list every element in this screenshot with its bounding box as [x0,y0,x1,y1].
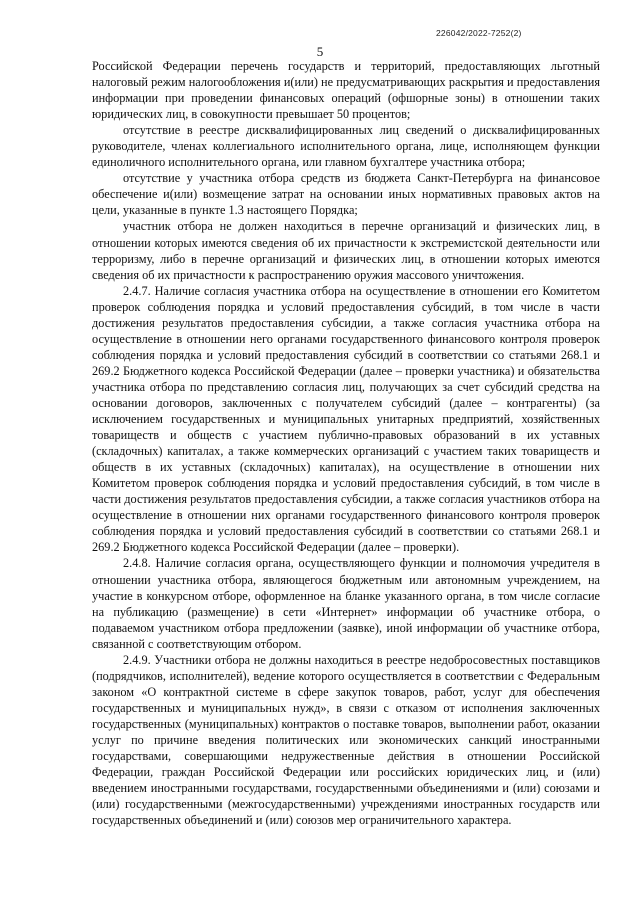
paragraph-2-4-7: 2.4.7. Наличие согласия участника отбора на осуществление в отношении его Комитетом проверок соблюдения порядка и условий предоставления субсидий, в том числе в части достижения результатов предоставления субсидии, а также согласия участника отбора на осуществление в отношении него органами государственного финансового контроля проверок соблюдения порядка и условий предоставления субсидий в соответствии со статьями 268.1 и 269.2 Бюджетного кодекса Российской Федерации (далее – проверки участника) и обязательства участника отбора по представлению согласия лиц, получающих за счет субсидий средства на основании договоров, заключенных с получателем субсидий (далее – контрагенты) (за исключением государственных и муниципальных унитарных предприятий, хозяйственных товариществ и обществ с участием публично-правовых образований в их уставных (складочных) капиталах, а также коммерческих организаций с участием таких товариществ и обществ в их уставных (складочных) капиталах), на осуществление в отношении них Комитетом проверок соблюдения порядка и условий предоставления субсидий, в том числе в части достижения результатов предоставления субсидии, а также согласия участников отбора на осуществление в отношении них органами государственного финансового контроля проверок соблюдения порядка и условий предоставления субсидий в соответствии со статьями 268.1 и 269.2 Бюджетного кодекса Российской Федерации (далее – проверки). [92,283,600,555]
paragraph-2-4-8: 2.4.8. Наличие согласия органа, осуществляющего функции и полномочия учредителя в отношении участника отбора, являющегося бюджетным или автономным учреждением, на участие в конкурсном отборе, оформленное на бланке указанного органа, в том числе согласие на публикацию (размещение) в сети «Интернет» информации об участнике отбора, о подаваемом участником отбора предложении (заявке), иной информации об участнике отбора, связанной с соответствующим отбором. [92,556,600,651]
document-registration-stamp: 226042/2022-7252(2) [436,28,522,38]
paragraph-extremism-list: участник отбора не должен находиться в перечне организаций и физических лиц, в отношении которых имеются сведения об их причастности к экстремистской деятельности или терроризму, либо в перечне организаций и физических лиц, в отношении которых имеются сведения об их причастности к распространению оружия массового уничтожения. [92,219,600,282]
page-number: 5 [316,44,324,59]
paragraph-disqualified-persons: отсутствие в реестре дисквалифицированных лиц сведений о дисквалифицированных руководителе, членах коллегиального исполнительного органа, лице, исполняющем функции единоличного исполнительного органа, или главном бухгалтере участника отбора; [92,123,600,170]
paragraph-offshore-zones: Российской Федерации перечень государств и территорий, предоставляющих льготный налоговый режим налогообложения и(или) не предусматривающих раскрытия и предоставления информации при проведении финансовых операций (офшорные зоны) в отношении таких юридических лиц, в совокупности превышает 50 процентов; [92,59,600,122]
paragraph-budget-funds: отсутствие у участника отбора средств из бюджета Санкт-Петербурга на финансовое обеспечение и(или) возмещение затрат на основании иных нормативных правовых актов на цели, указанные в пункте 1.3 настоящего Порядка; [92,171,600,218]
document-body [92,58,600,828]
paragraph-2-4-9: 2.4.9. Участники отбора не должны находиться в реестре недобросовестных поставщиков (подрядчиков, исполнителей), ведение которого осуществляется в соответствии с Федеральным законом «О контрактной системе в сфере закупок товаров, работ, услуг для обеспечения государственных и муниципальных нужд», в связи с отказом от исполнения заключенных государственных (муниципальных) контрактов о поставке товаров, выполнении работ, оказании услуг по причине введения политических или экономических санкций иностранными государствами, совершающими недружественные действия в отношении Российской Федерации, граждан Российской Федерации или российских юридических лиц, и (или) введением иностранными государствами, государственными объединениями и (или) союзами и (или) государственными (межгосударственными) учреждениями иностранных государств или государственных объединений и (или) союзов мер ограничительного характера. [92,652,600,828]
